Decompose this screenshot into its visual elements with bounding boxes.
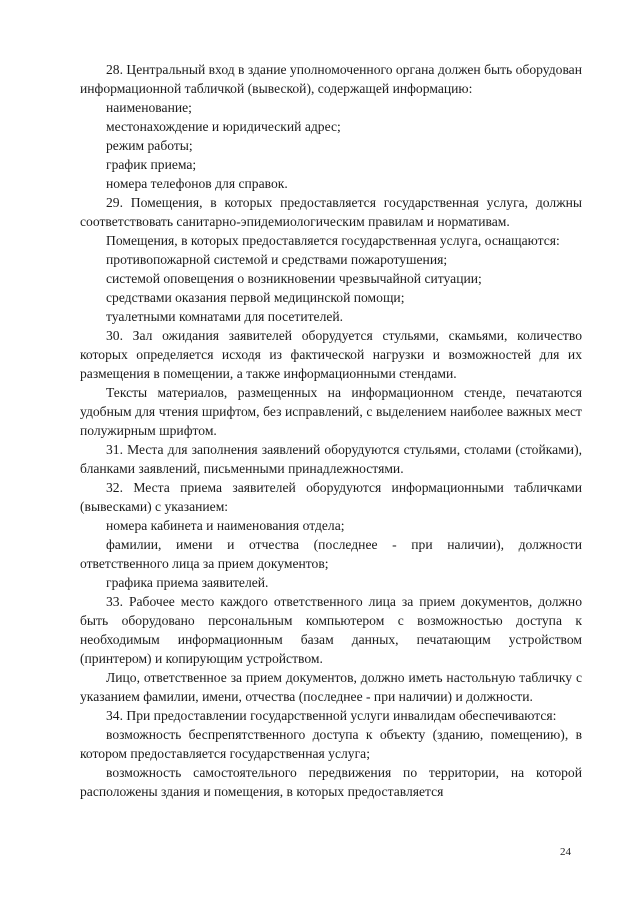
- paragraph: Лицо, ответственное за прием документов, должно иметь настольную табличку с указанием фамилии, имени, отчества (последнее - при наличии) и должности.: [80, 670, 582, 704]
- list-item: наименование;: [106, 100, 192, 115]
- list-item: режим работы;: [106, 138, 193, 153]
- paragraph: 32. Места приема заявителей оборудуются информационными табличками (вывесками) с указанием:: [80, 480, 582, 514]
- list-item: средствами оказания первой медицинской помощи;: [106, 290, 405, 305]
- list-item: номера телефонов для справок.: [106, 176, 288, 191]
- paragraph: 30. Зал ожидания заявителей оборудуется стульями, скамьями, количество которых определяется исходя из фактической нагрузки и возможностей для их размещения в помещении, а также информационными стендами.: [80, 328, 582, 381]
- page-number: 24: [560, 846, 571, 858]
- list-item: противопожарной системой и средствами пожаротушения;: [106, 252, 448, 267]
- paragraph: 33. Рабочее место каждого ответственного лица за прием документов, должно быть оборудовано персональным компьютером с возможностью доступа к необходимым информационным базам данных, печатающим устройством (принтером) и копирующим устройством.: [80, 594, 582, 666]
- paragraph: возможность самостоятельного передвижения по территории, на которой расположены здания и помещения, в которых предоставляется: [80, 765, 582, 799]
- list-item: графика приема заявителей.: [106, 575, 269, 590]
- paragraph: 28. Центральный вход в здание уполномоченного органа должен быть оборудован информационной табличкой (вывеской), содержащей информацию:: [80, 62, 582, 96]
- list-item: номера кабинета и наименования отдела;: [106, 518, 345, 533]
- paragraph: 34. При предоставлении государственной услуги инвалидам обеспечиваются:: [106, 708, 557, 723]
- paragraph: Тексты материалов, размещенных на информационном стенде, печатаются удобным для чтения шрифтом, без исправлений, с выделением наиболее важных мест полужирным шрифтом.: [80, 385, 582, 438]
- document-page: [80, 60, 582, 801]
- paragraph: Помещения, в которых предоставляется государственная услуга, оснащаются:: [106, 233, 560, 248]
- paragraph: 31. Места для заполнения заявлений оборудуются стульями, столами (стойками), бланками заявлений, письменными принадлежностями.: [80, 442, 582, 476]
- list-item: график приема;: [106, 157, 197, 172]
- paragraph: фамилии, имени и отчества (последнее - при наличии), должности ответственного лица за прием документов;: [80, 537, 582, 571]
- list-item: местонахождение и юридический адрес;: [106, 119, 341, 134]
- list-item: туалетными комнатами для посетителей.: [106, 309, 344, 324]
- paragraph: 29. Помещения, в которых предоставляется государственная услуга, должны соответствовать санитарно-эпидемиологическим правилам и нормативам.: [80, 195, 582, 229]
- paragraph: возможность беспрепятственного доступа к объекту (зданию, помещению), в котором предоставляется государственная услуга;: [80, 727, 582, 761]
- list-item: системой оповещения о возникновении чрезвычайной ситуации;: [106, 271, 482, 286]
